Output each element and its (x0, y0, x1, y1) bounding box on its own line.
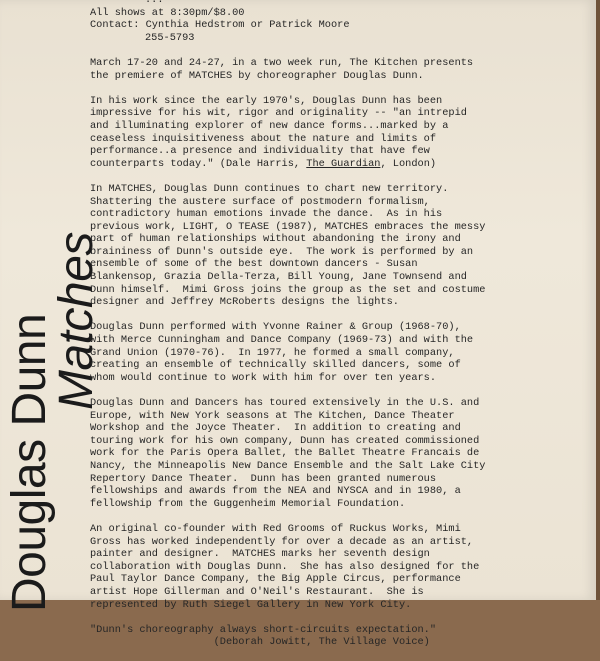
work-title: Matches (50, 232, 103, 410)
paragraph-touring: Douglas Dunn and Dancers has toured extensively in the U.S. and Europe, with New York seasons at The Kitchen, Dance Theater Workshop and the Joyce Theater. In addition to creating and touring work for his own company, Dunn has created commissioned work for the Paris Opera Ballet, the Ballet Theatre Francais de Nancy, the Minneapolis New Dance Ensemble and the Salt Lake City Repertory Dance Theater. Dunn has been granted numerous fellowships and awards from the NEA and NYSCA and in 1980, a fellowship from the Guggenheim Memorial Foundation. (90, 397, 486, 510)
paragraph-intro: March 17-20 and 24-27, in a two week run, The Kitchen presents the premiere of MATCHES by choreographer Douglas Dunn. (90, 56, 474, 82)
contact-line: Contact: Cynthia Hedstrom or Patrick Moore (90, 19, 350, 32)
paragraph-quote (90, 95, 590, 171)
paragraph-mimi-gross: An original co-founder with Red Grooms of Ruckus Works, Mimi Gross has worked independently for over a decade as an artist, painter and designer. MATCHES marks her seventh design collaboration with Douglas Dunn. She has also designed for the Paul Taylor Dance Company, the Big Apple Circus, performance artist Hope Gillerman and O'Neil's Restaurant. She is represented by Ruth Siegel Gallery in New York City. (90, 522, 480, 611)
paragraph-career: Douglas Dunn performed with Yvonne Rainer & Group (1968-70), with Merce Cunningham and Dance Company (1969-73) and with the Grand Union (1970-76). In 1977, he formed a small company, creating an ensemble of technically skilled dancers, some of whom would continue to work with him for over ten years. (90, 321, 474, 384)
top-fragment: ... (145, 0, 164, 6)
page-edge (596, 0, 600, 600)
paragraph-closing-quote: "Dunn's choreography always short-circuits expectation." (Deborah Jowitt, The Village Voice) (90, 623, 437, 649)
quote-source-suffix: , London) (380, 157, 437, 170)
choreographer-name: Douglas Dunn (3, 313, 56, 612)
vertical-title (3, 232, 103, 612)
shows-line: All shows at 8:30pm/$8.00 (90, 6, 245, 19)
header-block (90, 0, 590, 44)
body-text (90, 0, 590, 661)
quote-source: The Guardian (306, 157, 381, 170)
paragraph-matches: In MATCHES, Douglas Dunn continues to chart new territory. Shattering the austere surface of postmodern formalism, contradictory human emotions invade the dance. As in his previous work, LIGHT, O TEASE (1987), MATCHES embraces the messy part of human relationships without abandoning the irony and braininess of Dunn's outside eye. The work is performed by an ensemble of some of the best downtown dancers - Susan Blankensop, Grazia Della-Terza, Bill Young, Jane Townsend and Dunn himself. Mimi Gross joins the group as the set and costume designer and Jeffrey McRoberts designs the lights. (90, 182, 486, 309)
quote-text: In his work since the early 1970's, Douglas Dunn has been impressive for his wit, rigor and originality -- "an intrepid and illuminating explorer of new dance forms...marked by a ceaseless inquisitiveness about the nature and limits of performance..a presence and individuality that have few counterparts today." (Dale Harris, (90, 94, 467, 170)
phone-line: 255-5793 (145, 31, 195, 44)
